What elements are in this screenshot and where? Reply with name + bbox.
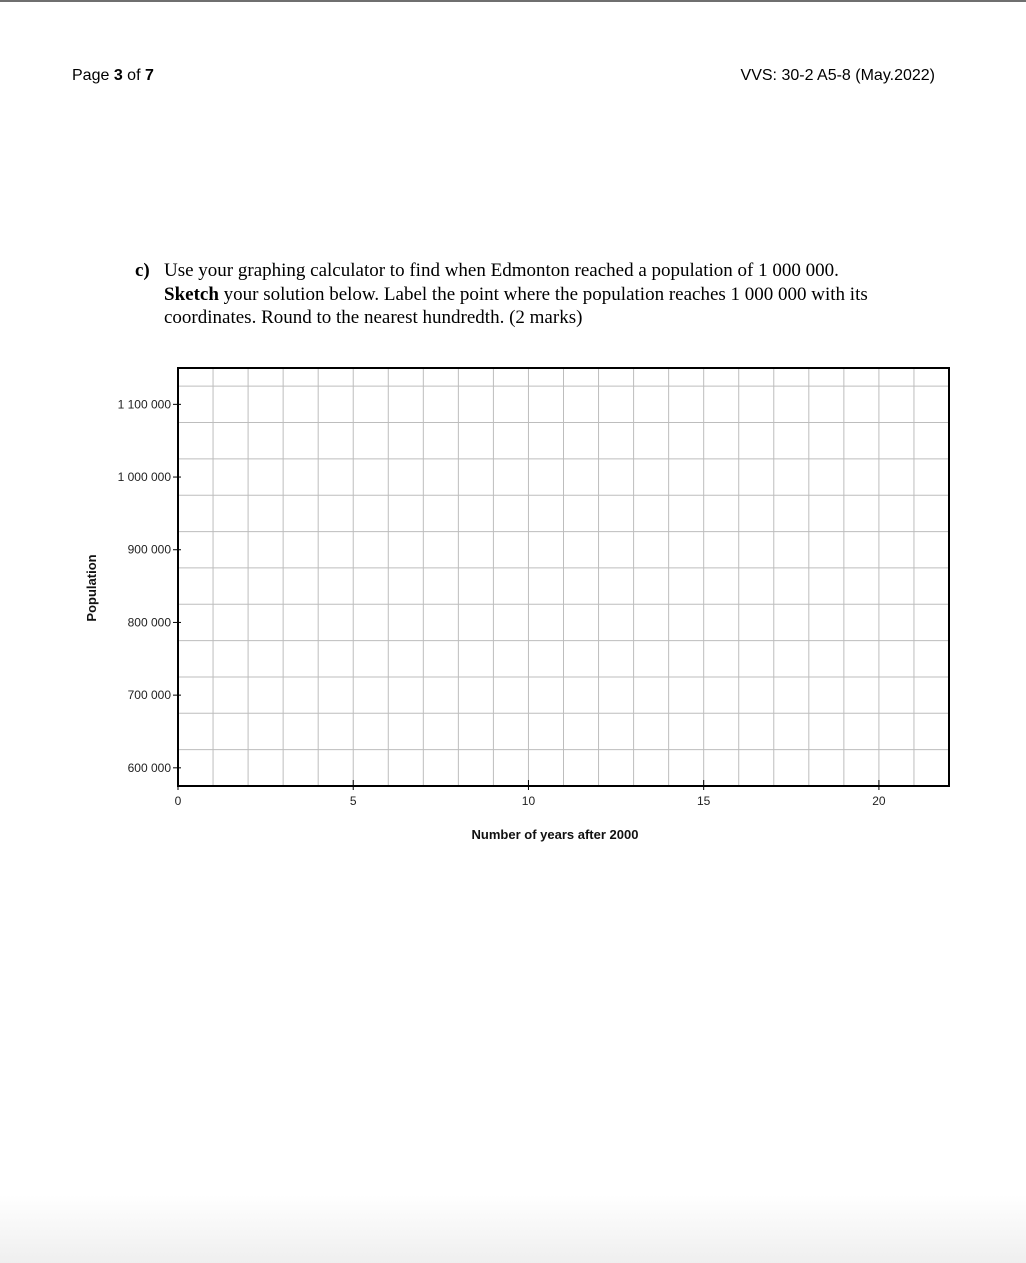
page-prefix: Page (72, 67, 114, 84)
x-tick-label: 5 (349, 794, 357, 808)
graph-grid (178, 368, 949, 786)
x-axis-title: Number of years after 2000 (471, 827, 639, 842)
page-current: 3 (113, 67, 123, 84)
y-tick-label: 800 000 (127, 615, 171, 630)
x-tick-label: 20 (872, 794, 886, 808)
question-line-1: Use your graphing calculator to find when Edmonton reached a population of 1 000 000. (164, 260, 839, 281)
y-tick-label: 600 000 (127, 760, 171, 775)
question-line-2: your solution below. Label the point where the population reaches 1 000 000 with its coordinates. Round to the nearest hundredth. (2 marks) (164, 283, 868, 328)
page-of: of (122, 67, 145, 84)
y-tick-label: 900 000 (127, 542, 171, 557)
y-tick-label: 700 000 (127, 688, 171, 703)
x-tick-label: 0 (174, 794, 182, 808)
y-tick-label: 1 000 000 (117, 470, 171, 485)
page-bottom-shadow (0, 1195, 1026, 1263)
page-total: 7 (144, 67, 154, 84)
question-letter: c) (135, 260, 150, 281)
y-axis-title: Population (84, 554, 99, 622)
x-tick-label: 10 (521, 794, 536, 808)
sketch-word: Sketch (164, 283, 219, 305)
document-code: VVS: 30-2 A5-8 (May.2022) (740, 67, 935, 84)
y-tick-label: 1 100 000 (117, 397, 171, 412)
x-tick-label: 15 (697, 794, 711, 808)
